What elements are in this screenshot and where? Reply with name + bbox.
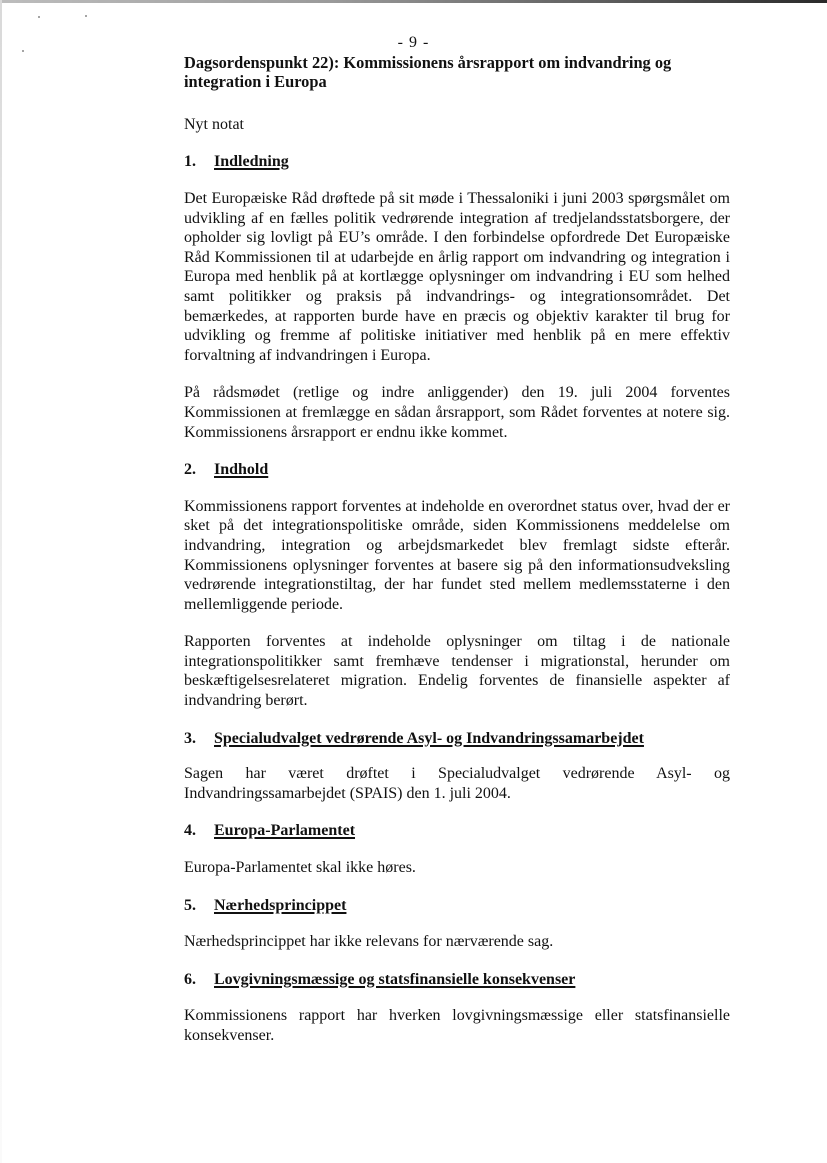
section-title: Nærhedsprincippet	[214, 896, 347, 914]
section-number: 2.	[184, 461, 196, 479]
document-body	[184, 53, 730, 1046]
section-title: Specialudvalget vedrørende Asyl- og Indvandringssamarbejdet	[214, 729, 644, 747]
section-heading-indhold	[184, 460, 730, 480]
scan-edge-left	[0, 0, 2, 1163]
scan-speck	[38, 16, 40, 18]
agenda-item-title: Dagsordenspunkt 22): Kommissionens årsrapport om indvandring og integration i Europa	[184, 53, 672, 92]
paragraph: Europa-Parlamentet skal ikke høres.	[184, 859, 416, 877]
note-label: Nyt notat	[184, 115, 244, 133]
paragraph: Kommissionens rapport forventes at indeholde en overordnet status over, hvad der er sket på det integrationspolitiske område, siden Kommissionens meddelelse om indvandring, integration og arbejdsmarkedet blev fremlagt sidste efterår. Kommissionens oplysninger forventes at basere sig på den informationsudveksling vedrørende integrationstiltag, der har fundet sted mellem medlemsstaterne i den mellemliggende periode.	[184, 497, 730, 613]
section-heading-indledning	[184, 152, 730, 172]
section-heading-naerhedsprincippet	[184, 896, 730, 916]
scan-speck	[85, 15, 87, 17]
section-title: Indledning	[214, 153, 289, 171]
section-number: 4.	[184, 822, 196, 840]
paragraph: På rådsmødet (retlige og indre anliggender) den 19. juli 2004 forventes Kommissionen at fremlægge en sådan årsrapport, som Rådet forventes at notere sig. Kommissionens årsrapport er endnu ikke kommet.	[184, 384, 730, 441]
section-number: 5.	[184, 896, 196, 914]
paragraph: Rapporten forventes at indeholde oplysninger om tiltag i de nationale integrationspolitikker samt fremhæve tendenser i migrationstal, herunder om beskæftigelsesrelateret migration. Endelig forventes de finansielle aspekter af indvandring berørt.	[184, 633, 730, 710]
section-heading-specialudvalget	[184, 729, 730, 749]
scan-edge-top	[0, 0, 827, 3]
section-heading-europa-parlamentet	[184, 821, 730, 841]
section-heading-konsekvenser	[184, 970, 730, 990]
paragraph: Kommissionens rapport har hverken lovgivningsmæssige eller statsfinansielle konsekvenser.	[184, 1007, 730, 1044]
section-title: Indhold	[214, 461, 269, 479]
paragraph: Nærhedsprincippet har ikke relevans for nærværende sag.	[184, 933, 554, 951]
section-title: Lovgivningsmæssige og statsfinansielle konsekvenser	[214, 970, 576, 988]
paragraph: Det Europæiske Råd drøftede på sit møde i Thessaloniki i juni 2003 spørgsmålet om udvikling af en fælles politik vedrørende integration af tredjelandsstatsborgere, der opholder sig lovligt på EU’s område. I den forbindelse opfordrede Det Europæiske Råd Kommissionen til at udarbejde en årlig rapport om indvandring og integration i Europa med henblik på at kortlægge oplysninger om indvandring i EU som helhed samt politikker og praksis på indvandrings- og integrationsområdet. Det bemærkedes, at rapporten burde have en præcis og objektiv karakter til brug for udvikling og fremme af politiske initiativer med henblik på en mere effektiv forvaltning af indvandringen i Europa.	[184, 190, 730, 364]
paragraph: Sagen har været drøftet i Specialudvalget vedrørende Asyl- og Indvandringssamarbejdet (SPAIS) den 1. juli 2004.	[184, 765, 730, 802]
page-number: - 9 -	[397, 34, 430, 51]
section-number: 3.	[184, 729, 196, 747]
section-number: 1.	[184, 153, 196, 171]
section-title: Europa-Parlamentet	[214, 822, 356, 840]
section-number: 6.	[184, 970, 196, 988]
